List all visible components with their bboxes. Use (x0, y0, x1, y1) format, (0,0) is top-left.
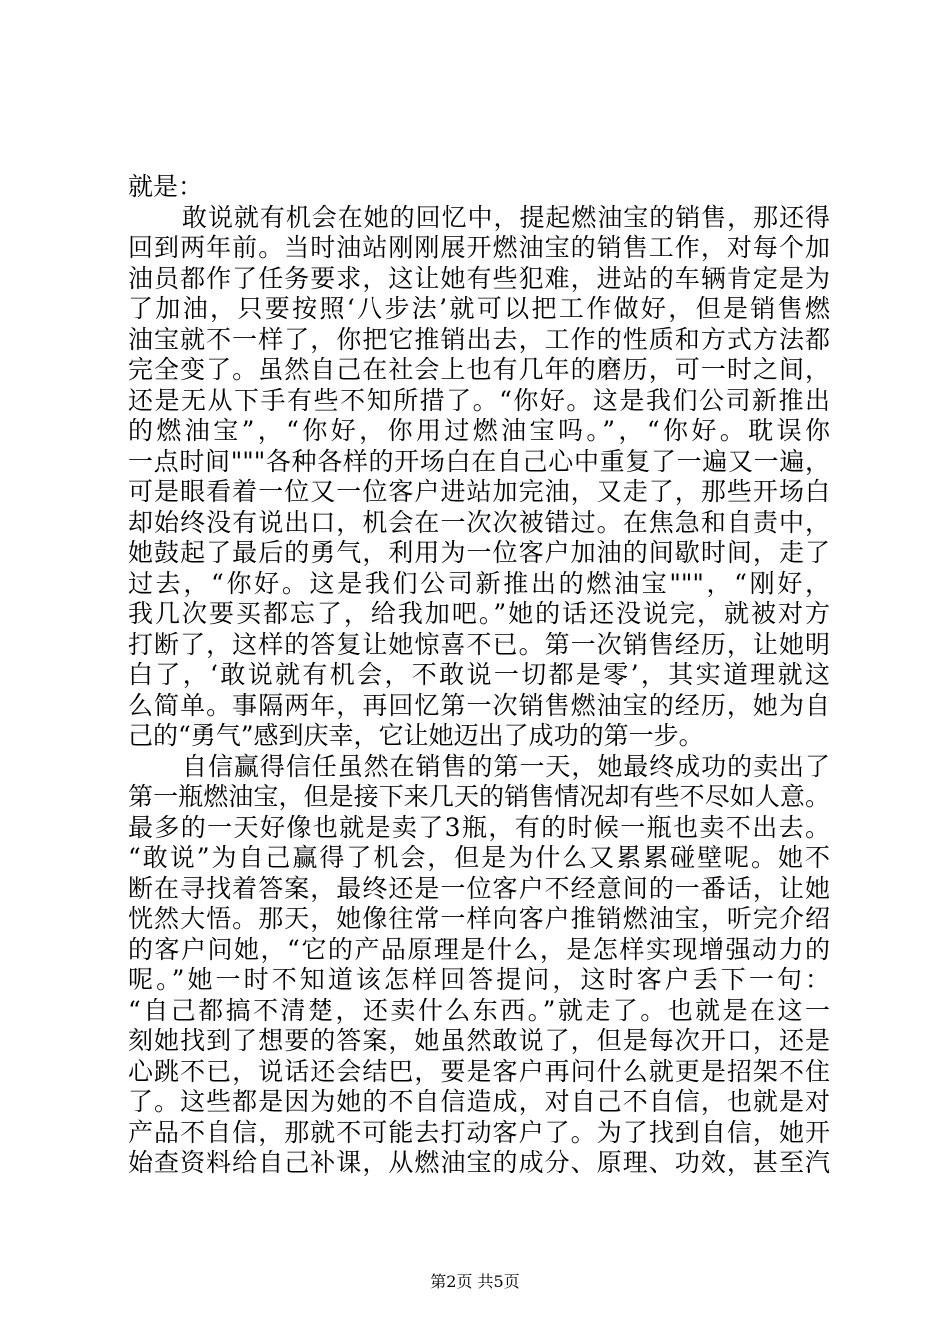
text-line: 却始终没有说出口，机会在一次次被错过。在焦急和自责中， (128, 507, 830, 537)
text-line: 刻她找到了想要的答案，她虽然敢说了，但是每次开口，还是 (128, 1026, 830, 1055)
text-line: 恍然大悟。那天，她像往常一样向客户推销燃油宝，听完介绍 (128, 904, 830, 933)
text-line: 就是： (128, 172, 204, 201)
text-line: 始查资料给自己补课，从燃油宝的成分、原理、功效，甚至汽 (128, 1148, 830, 1177)
text-line: 打断了，这样的答复让她惊喜不已。第一次销售经历，让她明 (128, 629, 830, 659)
text-line: 她鼓起了最后的勇气，利用为一位客户加油的间歇时间，走了 (128, 538, 830, 567)
text-line: 么简单。事隔两年，再回忆第一次销售燃油宝的经历，她为自 (128, 690, 830, 720)
text-line: 呢。”她一时不知道该怎样回答提问，这时客户丢下一句： (128, 965, 830, 994)
text-line: 断在寻找着答案，最终还是一位客户不经意间的一番话，让她 (128, 873, 830, 903)
text-line: 最多的一天好像也就是卖了3瓶，有的时候一瓶也卖不出去。 (128, 812, 830, 842)
text-line: 油宝就不一样了，你把它推销出去，工作的性质和方式方法都 (128, 324, 830, 354)
text-line: 产品不自信，那就不可能去打动客户了。为了找到自信，她开 (128, 1117, 830, 1147)
text-line: 油员都作了任务要求，这让她有些犯难，进站的车辆肯定是为 (128, 263, 830, 293)
page-number-footer: 第2页 共5页 (430, 1272, 520, 1291)
paragraph-start-line: 自信赢得信任虽然在销售的第一天，她最终成功的卖出了 (182, 751, 830, 781)
text-line: 了加油，只要按照‘八步法’就可以把工作做好，但是销售燃 (128, 294, 830, 323)
paragraph-end-line: 己的“勇气”感到庆幸，它让她迈出了成功的第一步。 (128, 721, 704, 750)
text-line: 过去，“你好。这是我们公司新推出的燃油宝"""，“刚好， (128, 568, 830, 598)
document-body (128, 172, 830, 1179)
text-line: 的客户问她，“它的产品原理是什么，是怎样实现增强动力的 (128, 934, 830, 964)
text-line: 我几次要买都忘了，给我加吧。”她的话还没说完，就被对方 (128, 599, 830, 628)
text-line: 回到两年前。当时油站刚刚展开燃油宝的销售工作，对每个加 (128, 233, 830, 262)
text-line: 可是眼看着一位又一位客户进站加完油，又走了，那些开场白 (128, 477, 830, 506)
text-line: 心跳不已，说话还会结巴，要是客户再问什么就更是招架不住 (128, 1056, 830, 1086)
text-line: 一点时间"""各种各样的开场白在自己心中重复了一遍又一遍， (128, 446, 830, 476)
text-line: 第一瓶燃油宝，但是接下来几天的销售情况却有些不尽如人意。 (128, 782, 830, 811)
text-line: 的燃油宝”，“你好，你用过燃油宝吗。”，“你好。耽误你 (128, 416, 830, 445)
text-line: 白了，‘敢说就有机会，不敢说一切都是零’，其实道理就这 (128, 660, 830, 689)
text-line: 完全变了。虽然自己在社会上也有几年的磨历，可一时之间， (128, 355, 830, 384)
paragraph-start-line: 敢说就有机会在她的回忆中，提起燃油宝的销售，那还得 (182, 202, 830, 232)
text-line: 还是无从下手有些不知所措了。“你好。这是我们公司新推出 (128, 385, 830, 415)
text-line: “自己都搞不清楚，还卖什么东西。”就走了。也就是在这一 (128, 995, 830, 1025)
text-line: 了。这些都是因为她的不自信造成，对自己不自信，也就是对 (128, 1087, 830, 1116)
text-line: “敢说”为自己赢得了机会，但是为什么又累累碰壁呢。她不 (128, 843, 830, 872)
